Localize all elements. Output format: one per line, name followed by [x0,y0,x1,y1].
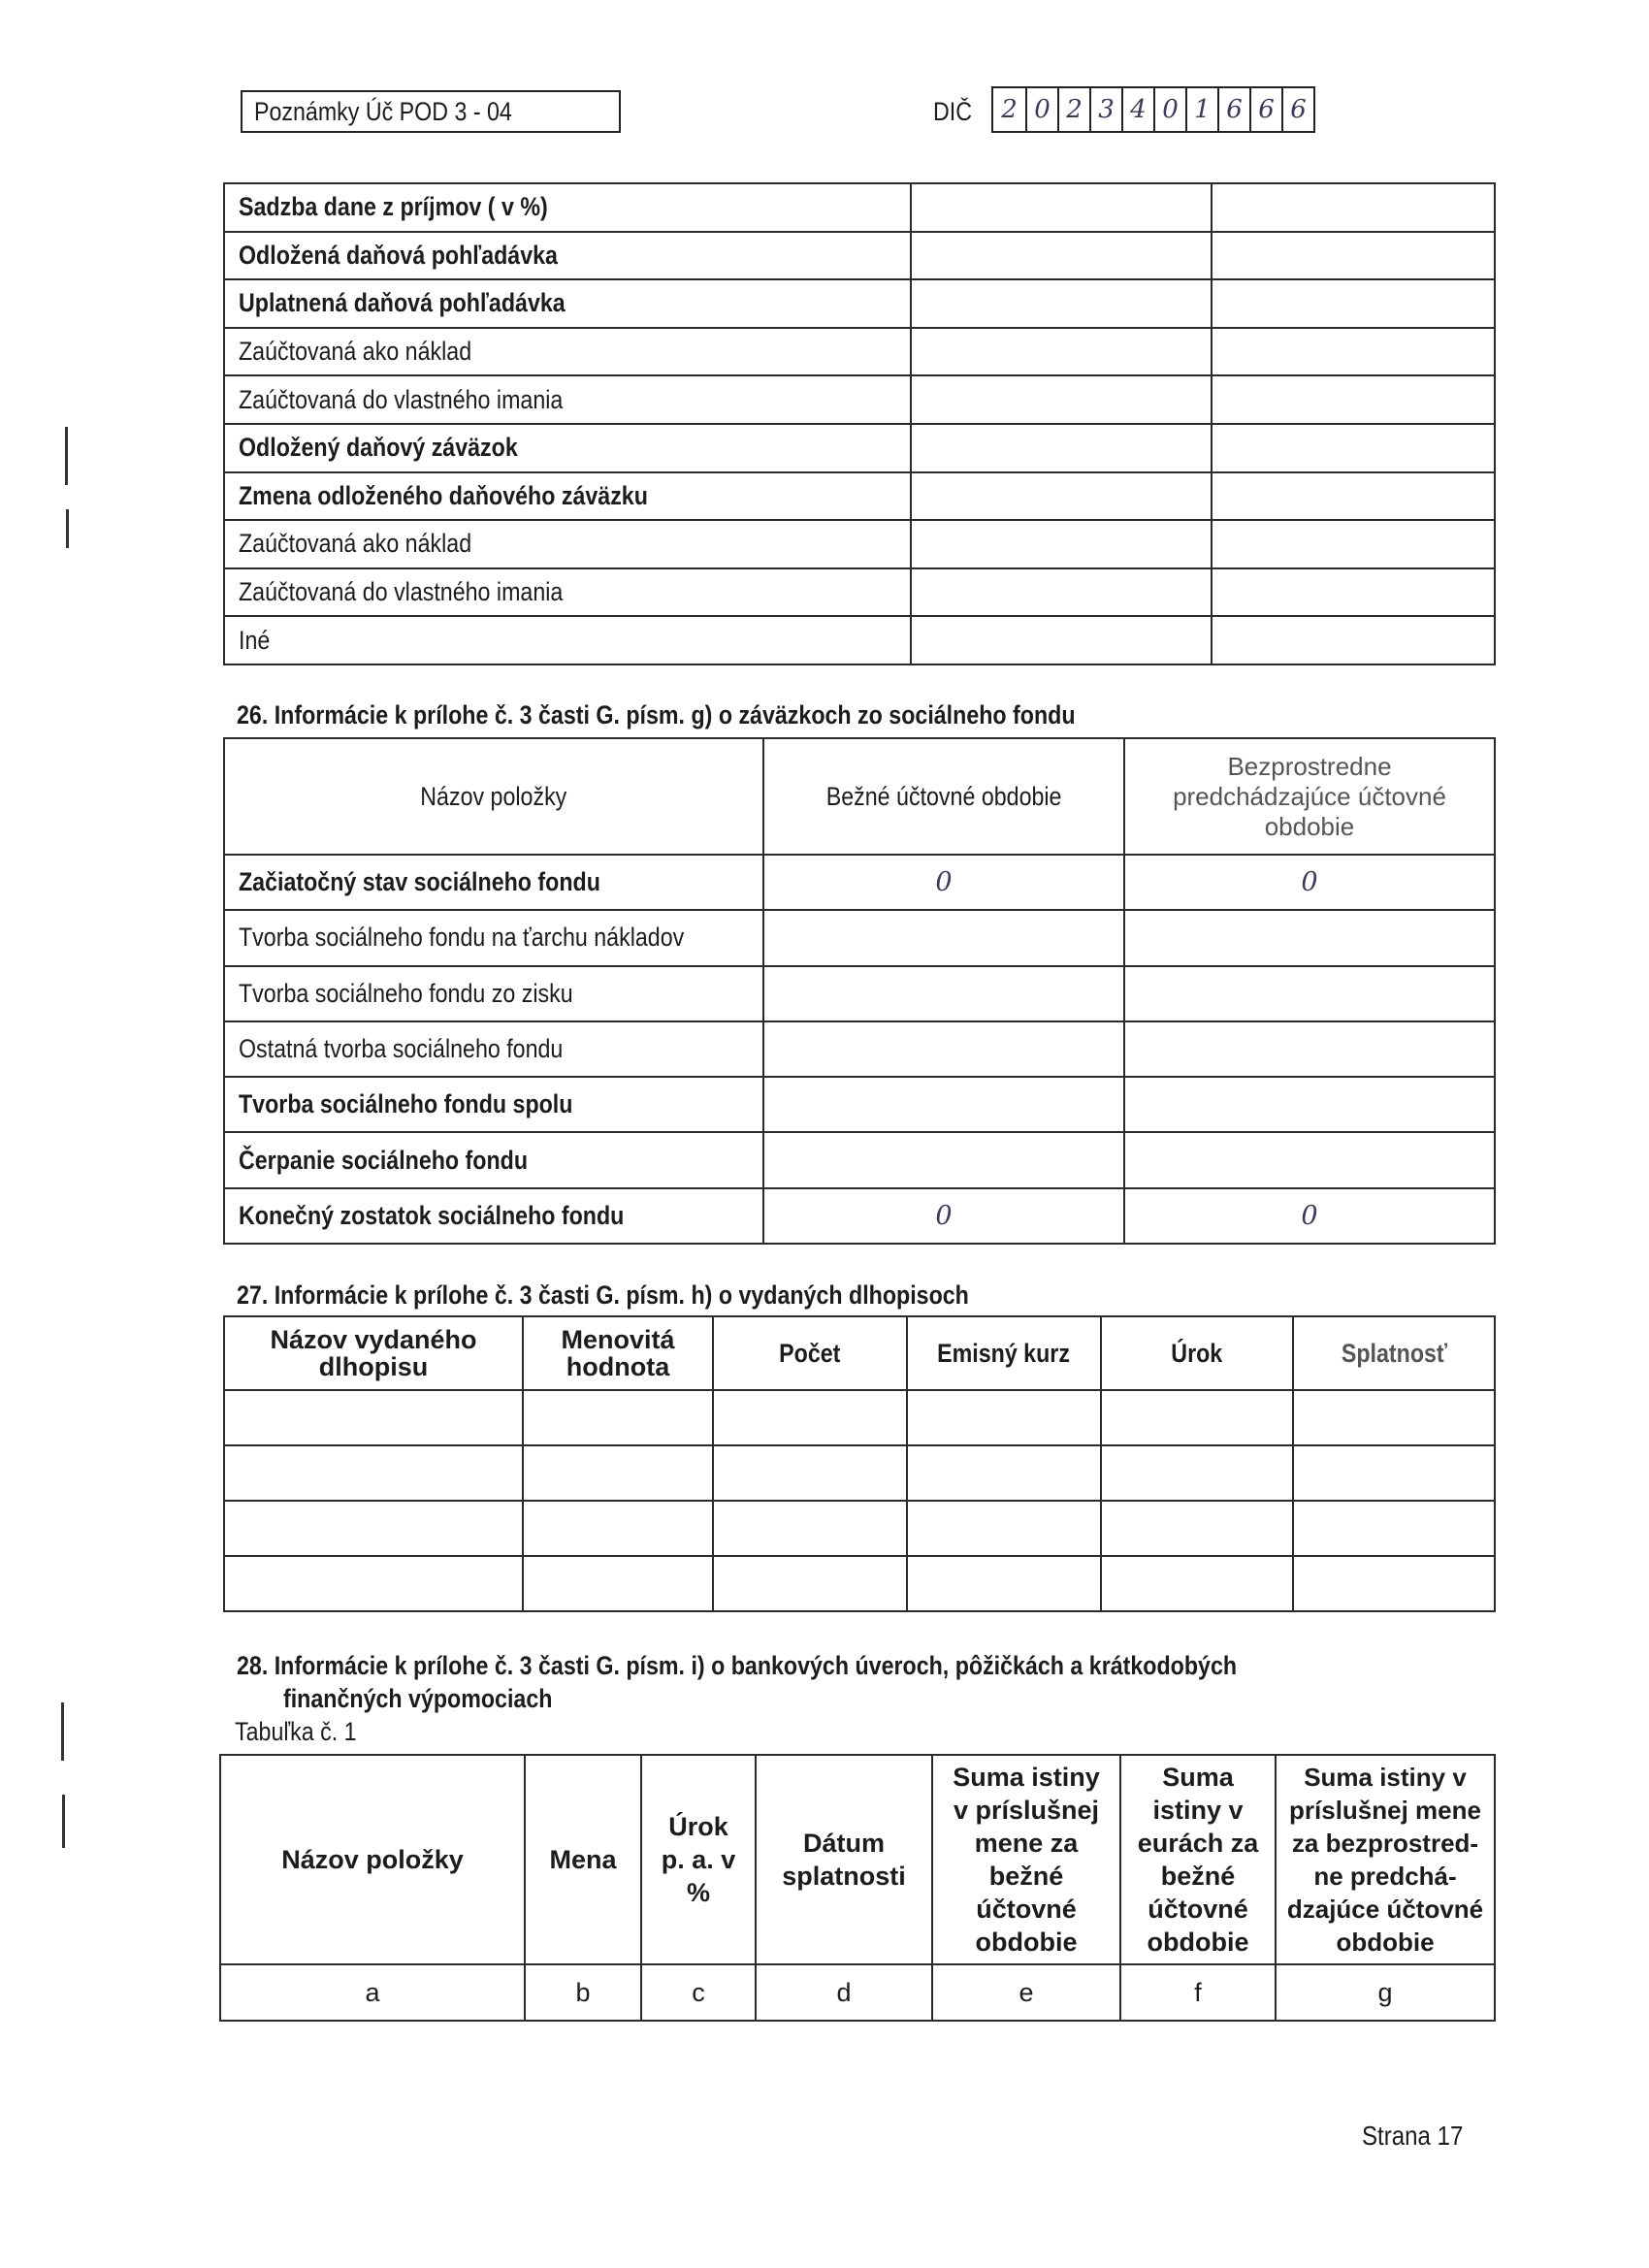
tax-value-cell[interactable] [1212,520,1495,568]
bonds-cell[interactable] [907,1501,1101,1556]
social-fund-label: Tvorba sociálneho fondu zo zisku [224,966,763,1021]
dic-digit[interactable]: 1 [1185,88,1217,131]
page-number: Strana 17 [1362,2121,1464,2151]
tax-value-cell[interactable] [911,328,1212,376]
social-fund-label: Tvorba sociálneho fondu spolu [224,1077,763,1132]
social-fund-current-value[interactable] [763,1077,1124,1132]
bonds-cell[interactable] [1101,1445,1293,1501]
tax-value-cell[interactable] [1212,375,1495,424]
bonds-cell[interactable] [907,1556,1101,1611]
section-27-title: 27. Informácie k prílohe č. 3 časti G. písm. h) o vydaných dlhopisoch [237,1280,969,1310]
bonds-cell[interactable] [523,1501,713,1556]
bonds-cell[interactable] [713,1445,907,1501]
table-caption: Tabuľka č. 1 [235,1717,357,1746]
tax-row [224,520,1495,568]
loans-header-currency: Mena [525,1755,641,1964]
bonds-cell[interactable] [1101,1390,1293,1445]
bonds-header-interest: Úrok [1101,1316,1293,1390]
social-fund-row [224,1077,1495,1132]
bonds-cell[interactable] [713,1556,907,1611]
tax-row-label: Odložená daňová pohľadávka [224,232,911,280]
loans-header-principal-currency: Suma istiny v príslušnej mene za bežné účtovné obdobie [932,1755,1120,1964]
section-28-title: 28. Informácie k prílohe č. 3 časti G. písm. i) o bankových úveroch, pôžičkách a krátkodobých [237,1651,1238,1680]
dic-digit[interactable]: 2 [1001,95,1018,124]
tax-value-cell[interactable] [1212,328,1495,376]
bonds-cell[interactable] [907,1390,1101,1445]
bonds-cell[interactable] [1293,1501,1495,1556]
tax-value-cell[interactable] [1212,472,1495,521]
tax-row-label: Sadzba dane z príjmov ( v %) [224,183,911,232]
bank-loans-table [219,1754,1496,2022]
social-fund-previous-value[interactable] [1124,1021,1495,1077]
social-fund-current-value[interactable]: 0 [763,855,1124,910]
dic-label: DIČ [933,97,972,126]
tax-row [224,375,1495,424]
social-fund-current-value[interactable] [763,1021,1124,1077]
tax-row [224,328,1495,376]
bonds-table [223,1315,1496,1612]
bonds-cell[interactable] [224,1556,523,1611]
deferred-tax-table [223,182,1496,665]
tax-value-cell[interactable] [911,520,1212,568]
social-fund-current-value[interactable]: 0 [763,1188,1124,1244]
bonds-cell[interactable] [523,1390,713,1445]
bonds-cell[interactable] [1293,1390,1495,1445]
loans-header-principal-prev: Suma istiny v príslušnej mene za bezprostred-ne predchá-dzajúce účtovné obdobie [1276,1755,1495,1964]
section-28-title-cont: finančných výpomociach [283,1684,553,1713]
social-fund-previous-value[interactable]: 0 [1124,855,1495,910]
dic-digit[interactable]: 2 [1057,88,1089,131]
tax-value-cell[interactable] [1212,232,1495,280]
form-label-box [241,90,621,133]
tax-row [224,472,1495,521]
social-fund-previous-value[interactable] [1124,1077,1495,1132]
social-fund-previous-value[interactable] [1124,966,1495,1021]
loans-letter-d: d [756,1964,932,2021]
loans-letter-f: f [1120,1964,1276,2021]
tax-value-cell[interactable] [911,375,1212,424]
social-fund-previous-value[interactable]: 0 [1124,1188,1495,1244]
loans-letter-g: g [1276,1964,1495,2021]
bonds-header-rate: Emisný kurz [907,1316,1101,1390]
social-fund-previous-value[interactable] [1124,1132,1495,1187]
social-fund-label: Začiatočný stav sociálneho fondu [224,855,763,910]
social-fund-label: Čerpanie sociálneho fondu [224,1132,763,1187]
tax-value-cell[interactable] [911,472,1212,521]
form-label: Poznámky Úč POD 3 - 04 [254,97,512,126]
bonds-cell[interactable] [1293,1556,1495,1611]
dic-digit[interactable]: 4 [1121,88,1153,131]
margin-mark [62,1795,65,1848]
tax-row [224,279,1495,328]
dic-digit[interactable]: 3 [1089,88,1121,131]
social-fund-current-value[interactable] [763,1132,1124,1187]
bonds-header-maturity: Splatnosť [1293,1316,1495,1390]
tax-row-label: Zaúčtovaná ako náklad [224,520,911,568]
tax-value-cell[interactable] [1212,616,1495,664]
loans-header-maturity: Dátum splatnosti [756,1755,932,1964]
tax-row [224,424,1495,472]
bonds-cell[interactable] [1293,1445,1495,1501]
tax-row-label: Zaúčtovaná do vlastného imania [224,375,911,424]
bonds-cell[interactable] [1101,1501,1293,1556]
tax-value-cell[interactable] [911,424,1212,472]
tax-value-cell[interactable] [1212,568,1495,617]
dic-digit[interactable]: 6 [1217,88,1249,131]
tax-value-cell[interactable] [1212,424,1495,472]
tax-value-cell[interactable] [911,616,1212,664]
tax-value-cell[interactable] [1212,279,1495,328]
bonds-row [224,1501,1495,1556]
tax-row-label: Zaúčtovaná do vlastného imania [224,568,911,617]
bonds-header-count: Počet [713,1316,907,1390]
social-fund-row [224,855,1495,910]
tax-row-label: Odložený daňový záväzok [224,424,911,472]
bonds-row [224,1390,1495,1445]
tax-row-label: Uplatnená daňová pohľadávka [224,279,911,328]
tax-row-label: Zmena odloženého daňového záväzku [224,472,911,521]
margin-mark [61,1702,64,1761]
loans-letter-e: e [932,1964,1120,2021]
dic-digit[interactable]: 6 [1281,88,1313,131]
dic-digit[interactable]: 0 [1025,88,1057,131]
bonds-cell[interactable] [224,1390,523,1445]
bonds-cell[interactable] [523,1556,713,1611]
bonds-cell[interactable] [523,1445,713,1501]
dic-field[interactable] [991,86,1315,133]
loans-letter-c: c [641,1964,756,2021]
loans-letter-a: a [220,1964,525,2021]
loans-header-principal-eur: Suma istiny v eurách za bežné účtovné obdobie [1120,1755,1276,1964]
social-fund-row [224,1021,1495,1077]
social-fund-table [223,737,1496,1245]
bonds-row [224,1556,1495,1611]
col-header-current: Bežné účtovné obdobie [763,738,1124,855]
margin-mark [66,509,69,548]
dic-digit[interactable]: 0 [1153,88,1185,131]
tax-value-cell[interactable] [911,183,1212,232]
col-header-name: Názov položky [224,738,763,855]
social-fund-row [224,910,1495,965]
social-fund-previous-value[interactable] [1124,910,1495,965]
social-fund-row [224,1132,1495,1187]
bonds-cell[interactable] [713,1501,907,1556]
bonds-cell[interactable] [1101,1556,1293,1611]
bonds-header-name: Názov vydaného dlhopisu [224,1316,523,1390]
dic-digit[interactable]: 6 [1249,88,1281,131]
social-fund-current-value[interactable] [763,910,1124,965]
social-fund-row [224,966,1495,1021]
social-fund-label: Konečný zostatok sociálneho fondu [224,1188,763,1244]
bonds-cell[interactable] [224,1445,523,1501]
bonds-row [224,1445,1495,1501]
social-fund-current-value[interactable] [763,966,1124,1021]
tax-row [224,616,1495,664]
tax-row [224,568,1495,617]
tax-row-label: Zaúčtovaná ako náklad [224,328,911,376]
loans-letter-b: b [525,1964,641,2021]
bonds-cell[interactable] [224,1501,523,1556]
bonds-header-nominal: Menovitá hodnota [523,1316,713,1390]
section-26-title: 26. Informácie k prílohe č. 3 časti G. písm. g) o záväzkoch zo sociálneho fondu [237,700,1076,729]
loans-header-name: Názov položky [220,1755,525,1964]
bonds-cell[interactable] [713,1390,907,1445]
tax-row [224,183,1495,232]
margin-mark [65,427,68,485]
social-fund-row [224,1188,1495,1244]
tax-value-cell[interactable] [911,232,1212,280]
tax-value-cell[interactable] [911,568,1212,617]
loans-header-interest: Úrok p. a. v % [641,1755,756,1964]
tax-value-cell[interactable] [911,279,1212,328]
social-fund-label: Tvorba sociálneho fondu na ťarchu nákladov [224,910,763,965]
col-header-previous: Bezprostredne predchádzajúce účtovné obdobie [1124,738,1495,855]
tax-row-label: Iné [224,616,911,664]
social-fund-label: Ostatná tvorba sociálneho fondu [224,1021,763,1077]
tax-value-cell[interactable] [1212,183,1495,232]
bonds-cell[interactable] [907,1445,1101,1501]
tax-row [224,232,1495,280]
